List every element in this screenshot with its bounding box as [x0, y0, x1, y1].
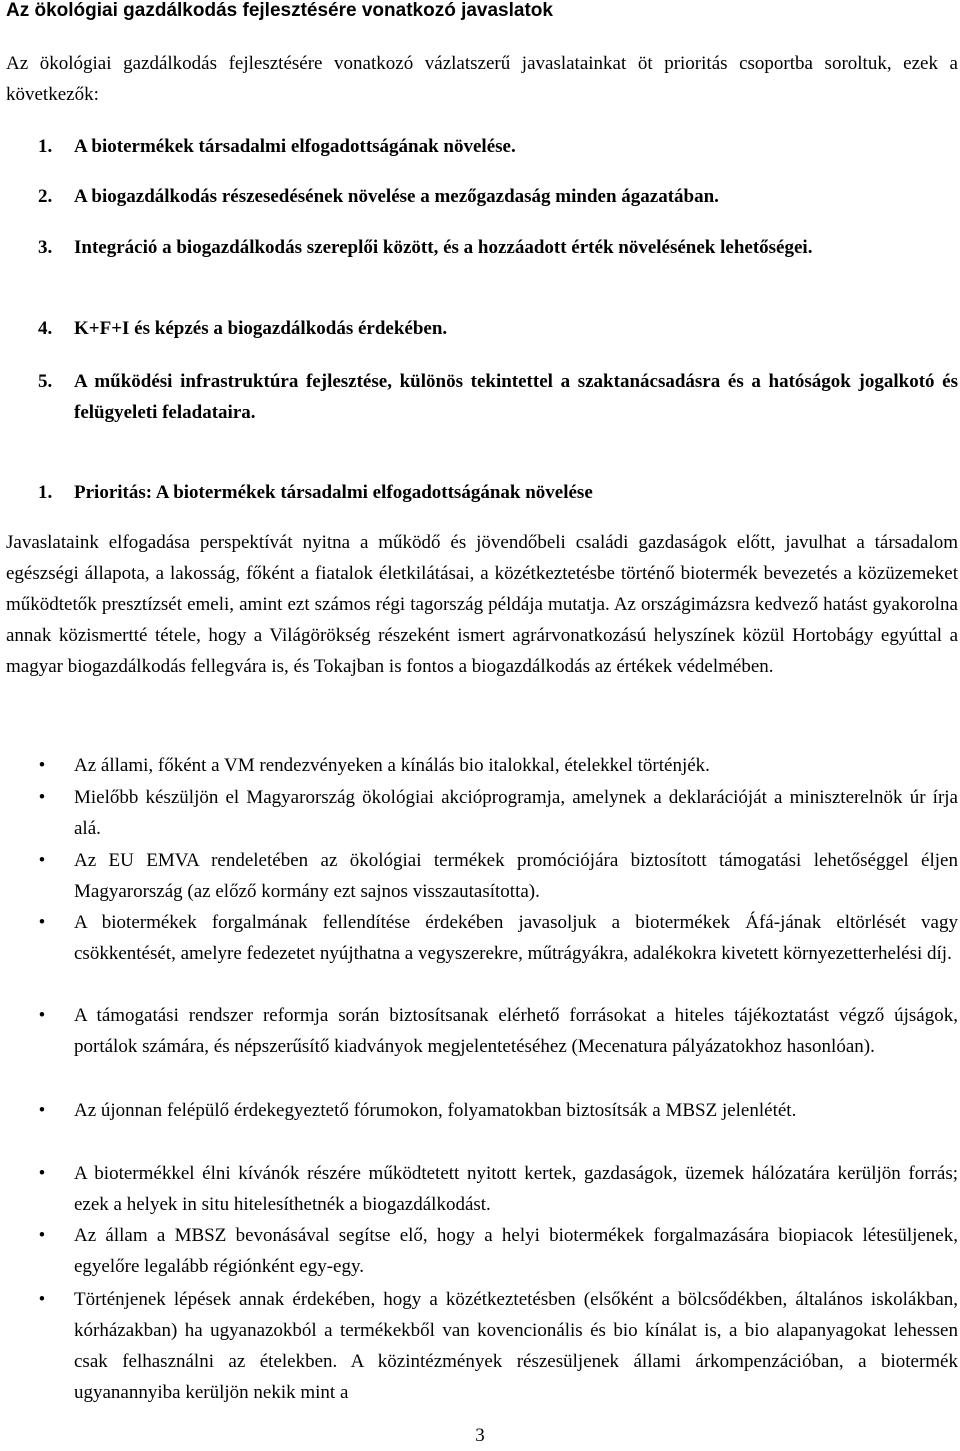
- priority-number: 2.: [38, 186, 53, 207]
- priority-text: K+F+I és képzés a biogazdálkodás érdekében.: [74, 318, 448, 339]
- intro-paragraph: Az ökológiai gazdálkodás fejlesztésére vonatkozó vázlatszerű javaslatainkat öt prioritás csoportba soroltuk, ezek a következők:: [6, 53, 958, 105]
- priority-text: A biotermékek társadalmi elfogadottságának növelése.: [74, 136, 516, 157]
- bullet-text: A biotermékek forgalmának fellendítése érdekében javasoljuk a biotermékek Áfá-jának eltörlését vagy csökkentését, amelyre fedezetet nyújthatna a vegyszerekre, műtrágyákra, adalékokra kivetett környezetterhelési díj.: [74, 912, 958, 964]
- body-paragraph: Javaslataink elfogadása perspektívát nyitna a működő és jövendőbeli családi gazdaságok előtt, javulhat a társadalom egészségi állapota, a lakosság, főként a fiatalok életkilátásai, a közétkeztetésbe történő biotermék bevezetés a közüzemeket működtetők presztízsét emeli, amint ezt számos régi tagország példája mutatja. Az országimázsra kedvező hatást gyakorolna annak közismertté tétele, hogy a Világörökség részeként ismert agrárvonatkozású helyszínek közül Hortobágy egyúttal a magyar biogazdálkodás fellegvára is, és Tokajban is fontos a biogazdálkodás az értékek védelmében.: [6, 532, 958, 677]
- bullet-text: Az újonnan felépülő érdekegyeztető fórumokon, folyamatokban biztosítsák a MBSZ jelenlétét.: [74, 1100, 797, 1121]
- bullet-marker: •: [38, 850, 46, 871]
- document-heading: Az ökológiai gazdálkodás fejlesztésére vonatkozó javaslatok: [6, 0, 553, 21]
- priority-number: 4.: [38, 318, 53, 339]
- priority-number: 1.: [38, 136, 53, 157]
- bullet-marker: •: [38, 912, 46, 933]
- bullet-text: Történjenek lépések annak érdekében, hogy a közétkeztetésben (elsőként a bölcsődékben, általános iskolákban, kórházakban) ha ugyanazokból a termékekből van kovencionális és bio kínálat is, a bio alapanyagokat lehessen csak felhasználni az ételekben. A közintézmények részesüljenek állami árkompenzációban, a biotermék ugyanannyiba kerüljön nekik mint a: [74, 1289, 958, 1403]
- bullet-text: Az állami, főként a VM rendezvényeken a kínálás bio italokkal, ételekkel történjék.: [74, 755, 710, 776]
- priority-number: 3.: [38, 237, 53, 258]
- priority-text: A biogazdálkodás részesedésének növelése a mezőgazdaság minden ágazatában.: [74, 186, 719, 207]
- bullet-marker: •: [38, 1225, 46, 1246]
- bullet-marker: •: [38, 787, 46, 808]
- bullet-marker: •: [38, 1289, 46, 1310]
- bullet-text: Az állam a MBSZ bevonásával segítse elő, hogy a helyi biotermékek forgalmazására biopiacok létesüljenek, egyelőre legalább régiónként egy-egy.: [74, 1225, 958, 1277]
- section-title: Prioritás: A biotermékek társadalmi elfogadottságának növelése: [74, 482, 593, 503]
- priority-text: Integráció a biogazdálkodás szereplői között, és a hozzáadott érték növelésének lehetőségei.: [74, 237, 813, 258]
- priority-text: A működési infrastruktúra fejlesztése, különös tekintettel a szaktanácsadásra és a hatóságok jogalkotó és felügyeleti feladataira.: [74, 371, 958, 423]
- bullet-marker: •: [38, 1005, 46, 1026]
- bullet-text: Mielőbb készüljön el Magyarország ökológiai akcióprogramja, amelynek a deklarációját a miniszterelnök úr írja alá.: [74, 787, 958, 839]
- bullet-text: A biotermékkel élni kívánók részére működtetett nyitott kertek, gazdaságok, üzemek hálózatára kerüljön forrás; ezek a helyek in situ hitelesíthetnék a biogazdálkodást.: [74, 1163, 958, 1215]
- page-number: 3: [475, 1425, 485, 1446]
- bullet-marker: •: [38, 1100, 46, 1121]
- section-number: 1.: [38, 482, 53, 503]
- bullet-text: Az EU EMVA rendeletében az ökológiai termékek promóciójára biztosított támogatási lehetőséggel éljen Magyarország (az előző kormány ezt sajnos visszautasította).: [74, 850, 958, 902]
- bullet-marker: •: [38, 1163, 46, 1184]
- priority-number: 5.: [38, 371, 53, 392]
- bullet-text: A támogatási rendszer reformja során biztosítsanak elérhető forrásokat a hiteles tájékoztatást végző újságok, portálok számára, és népszerűsítő kiadványok megjelentetéséhez (Mecenatura pályázatokhoz hasonlóan).: [74, 1005, 958, 1057]
- bullet-marker: •: [38, 755, 46, 776]
